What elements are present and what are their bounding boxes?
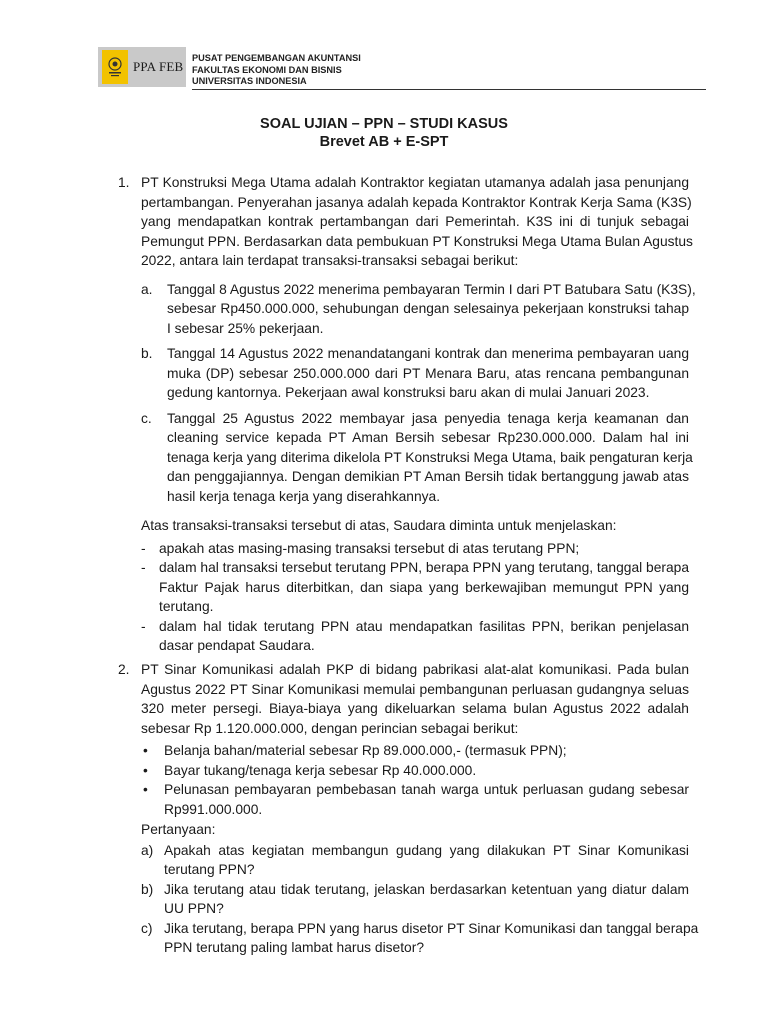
- text-line: PT Sinar Komunikasi adalah PKP di bidang pabrikasi alat-alat komunikasi. Pada bulan: [141, 662, 689, 677]
- logo-text: PPA FEB: [133, 59, 184, 74]
- text-line: Pemungut PPN. Berdasarkan data pembukuan PT Konstruksi Mega Utama Bulan Agustus: [141, 233, 693, 249]
- text-line: Tanggal 8 Agustus 2022 menerima pembayaran Termin I dari PT Batubara Satu (K3S),: [167, 281, 696, 297]
- makara-emblem-icon: [106, 56, 124, 78]
- institution-line: FAKULTAS EKONOMI DAN BISNIS: [192, 64, 342, 75]
- item-label: b.: [141, 346, 153, 361]
- text-line: terutang PPN?: [164, 862, 255, 877]
- transaction-item: [167, 409, 693, 507]
- text-line: terutang.: [159, 599, 214, 614]
- text-line: apakah atas masing-masing transaksi tersebut di atas terutang PPN;: [159, 540, 580, 556]
- question-number: 1.: [118, 175, 130, 190]
- dash-bullet: -: [141, 560, 146, 575]
- question-label: b): [141, 881, 154, 897]
- question-number: 2.: [118, 662, 130, 677]
- university-seal-icon: [102, 50, 128, 84]
- bullet-point: •: [143, 743, 148, 758]
- sub-question: [164, 919, 699, 958]
- text-line: Faktur Pajak harus diterbitkan, dan siapa yang berkewajiban memungut PPN yang: [159, 579, 689, 595]
- header-divider: [192, 89, 706, 90]
- transaction-item: [167, 280, 696, 339]
- exam-subtitle: Brevet AB + E-SPT: [319, 134, 449, 150]
- cost-item: [164, 761, 689, 781]
- text-line: 320 meter persegi. Biaya-biaya yang dikeluarkan selama bulan Agustus 2022 adalah: [141, 701, 689, 716]
- text-line: muka (DP) sebesar 250.000.000 dari PT Menara Baru, atas rencana pembangunan: [167, 365, 689, 381]
- text-line: Apakah atas kegiatan membangun gudang yang dilakukan PT Sinar Komunikasi: [164, 842, 689, 858]
- text-line: Jika terutang, berapa PPN yang harus disetor PT Sinar Komunikasi dan tanggal berapa: [164, 920, 699, 936]
- exam-title: SOAL UJIAN – PPN – STUDI KASUS: [260, 116, 508, 132]
- sub-question: [164, 841, 689, 880]
- text-line: 2022, antara lain terdapat transaksi-transaksi sebagai berikut:: [141, 253, 519, 268]
- cost-item: [164, 741, 689, 761]
- dash-bullet: -: [141, 618, 146, 634]
- institution-name: [192, 53, 361, 88]
- instruction-text: Atas transaksi-transaksi tersebut di atas, Saudara diminta untuk menjelaskan:: [141, 518, 617, 533]
- dash-item: [159, 558, 689, 617]
- text-line: Tanggal 25 Agustus 2022 membayar jasa penyedia tenaga kerja keamanan dan: [167, 410, 689, 426]
- question-intro: [141, 660, 689, 738]
- text-line: Agustus 2022 PT Sinar Komunikasi memulai pembangunan perluasan gudangnya seluas: [141, 681, 689, 697]
- bullet-point: •: [143, 762, 148, 778]
- questions-heading: Pertanyaan:: [141, 822, 216, 837]
- text-line: dasar pendapat Saudara.: [159, 638, 315, 653]
- text-line: Bayar tukang/tenaga kerja sebesar Rp 40.000.000.: [164, 762, 477, 778]
- text-line: hasil kerja tenaga kerja yang diserahkannya.: [167, 488, 441, 504]
- text-line: pertambangan. Penyerahan jasanya adalah kepada Kontraktor Kontrak Kerja Sama (K3S): [141, 194, 692, 210]
- text-line: cleaning service kepada PT Aman Bersih sebesar Rp230.000.000. Dalam hal ini: [167, 430, 689, 445]
- text-line: I sebesar 25% pekerjaan.: [167, 320, 324, 336]
- ppa-feb-logo: [98, 47, 186, 87]
- text-line: Jika terutang atau tidak terutang, jelaskan berdasarkan ketentuan yang diatur dalam: [164, 881, 689, 897]
- institution-line: UNIVERSITAS INDONESIA: [192, 76, 307, 86]
- text-line: sebesar Rp 1.120.000.000, dengan perincian sebagai berikut:: [141, 720, 519, 736]
- text-line: Pelunasan pembayaran pembebasan tanah warga untuk perluasan gudang sebesar: [164, 782, 689, 797]
- dash-item: [159, 617, 689, 656]
- institution-line: PUSAT PENGEMBANGAN AKUNTANSI: [192, 53, 361, 63]
- item-label: a.: [141, 281, 153, 297]
- question-label: c): [141, 920, 153, 936]
- text-line: dalam hal tidak terutang PPN atau mendapatkan fasilitas PPN, berikan penjelasan: [159, 618, 689, 634]
- text-line: Belanja bahan/material sebesar Rp 89.000.000,- (termasuk PPN);: [164, 743, 567, 758]
- text-line: dan penggajiannya. Dengan demikian PT Aman Bersih tidak bertanggung jawab atas: [167, 469, 689, 484]
- question-intro: [141, 173, 693, 271]
- text-line: dalam hal transaksi tersebut terutang PPN, berapa PPN yang terutang, tanggal berapa: [159, 560, 689, 575]
- text-line: Rp991.000.000.: [164, 801, 263, 817]
- item-label: c.: [141, 410, 152, 426]
- transaction-item: [167, 344, 689, 403]
- text-line: PT Konstruksi Mega Utama adalah Kontraktor kegiatan utamanya adalah jasa penunjang: [141, 175, 689, 190]
- question-label: a): [141, 842, 154, 858]
- text-line: tenaga kerja yang diterima dikelola PT Konstruksi Mega Utama, baik pengaturan kerja: [167, 449, 693, 465]
- text-line: PPN terutang paling lambat harus disetor?: [164, 940, 424, 955]
- dash-item: [159, 539, 689, 559]
- cost-item: [164, 780, 689, 819]
- text-line: Tanggal 14 Agustus 2022 menandatangani kontrak dan menerima pembayaran uang: [167, 346, 689, 361]
- text-line: UU PPN?: [164, 901, 224, 916]
- text-line: gedung kantornya. Pekerjaan awal konstruksi baru akan di mulai Januari 2023.: [167, 385, 650, 400]
- text-line: sebesar Rp450.000.000, sehubungan dengan selesainya pekerjaan konstruksi tahap: [167, 301, 689, 316]
- bullet-point: •: [143, 782, 148, 797]
- document-header: [98, 47, 706, 91]
- sub-question: [164, 880, 689, 919]
- dash-bullet: -: [141, 540, 146, 556]
- text-line: yang mendapatkan kontrak pertambangan dari Pemerintah. K3S ini di tunjuk sebagai: [141, 214, 689, 229]
